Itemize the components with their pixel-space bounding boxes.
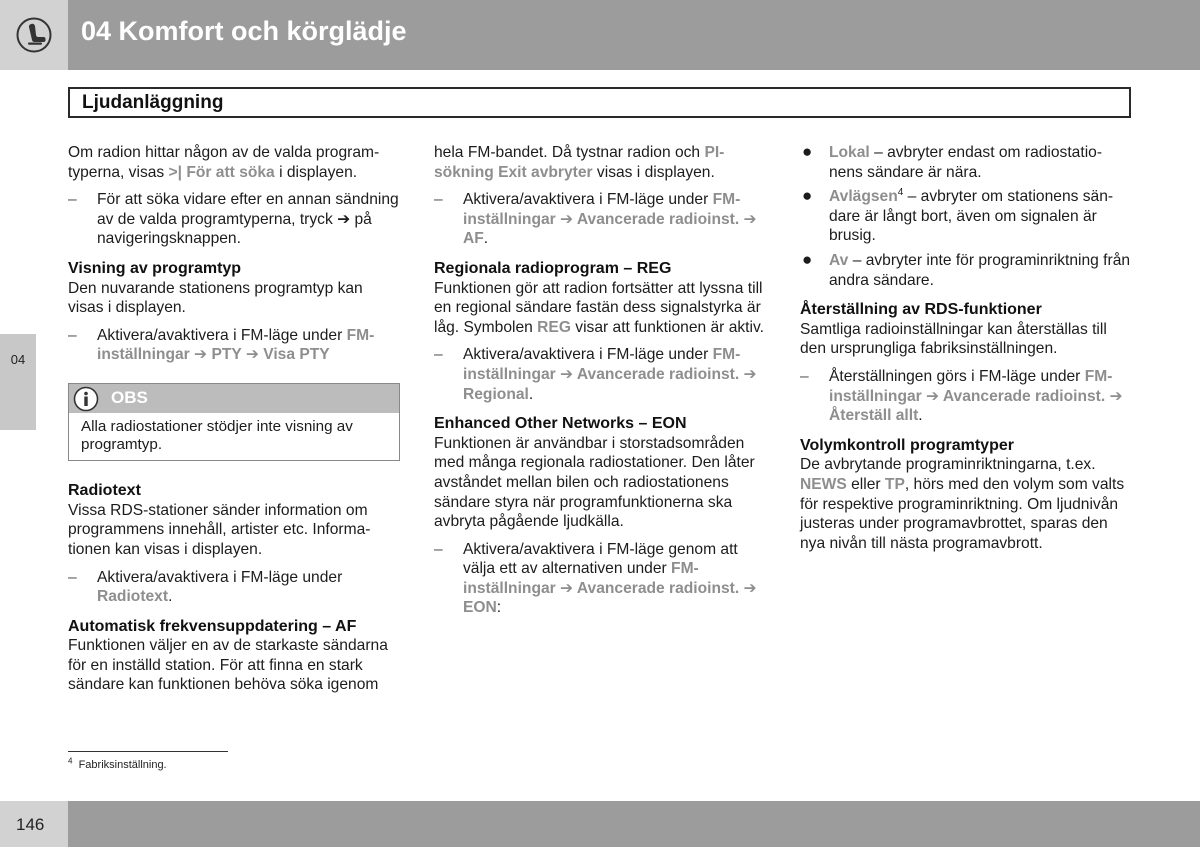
page-number: 146 (16, 815, 45, 834)
footer-bar (68, 801, 1200, 847)
footnote-divider (68, 751, 228, 752)
dash-marker: – (434, 346, 443, 364)
obs-header (69, 384, 399, 413)
info-icon (73, 386, 99, 412)
dash-marker: – (68, 326, 77, 344)
list-item: – Aktivera/avaktivera i FM-läge under FM-inställningar ➔ PTY ➔ Visa PTY (68, 326, 375, 364)
heading-af: Automatisk frekvensuppdatering – AF (68, 617, 357, 635)
bullet-marker: ● (802, 249, 813, 269)
list-item: – Aktivera/avaktivera i FM-läge under FM-inställningar ➔ Avancerade radioinst. ➔ AF. (434, 191, 757, 248)
chapter-title: 04 Komfort och körglädje (81, 16, 407, 46)
column-3 (800, 143, 1132, 561)
rds-paragraph: Samtliga radioinställningar kan återställas till den ursprungliga fabriksinställningen. (800, 320, 1107, 358)
chapter-side-tab (0, 334, 36, 430)
visning-paragraph: Den nuvarande stationens programtyp kan visas i displayen. (68, 279, 363, 317)
header-icon-box (0, 0, 68, 70)
heading-radiotext: Radiotext (68, 482, 141, 500)
dash-marker: – (800, 367, 809, 385)
list-item: – Återställningen görs i FM-läge under FM-inställningar ➔ Avancerade radioinst. ➔ Återställ allt. (800, 367, 1123, 425)
list-item: – Aktivera/avaktivera i FM-läge genom att välja ett av alternativen under FM-inställningar ➔ Avancerade radioinst. ➔ EON: (434, 540, 757, 617)
list-item: – Aktivera/avaktivera i FM-läge under FM-inställningar ➔ Avancerade radioinst. ➔ Regional. (434, 346, 757, 403)
reg-paragraph: Funktionen gör att radion fortsätter att lyssna till en regional sändare fastän dess signalstyrka är låg. Symbolen REG visar att funktionen är aktiv. (434, 279, 764, 336)
section-title: Ljudanläggning (82, 92, 224, 113)
section-heading-box (68, 87, 1131, 118)
column-2 (434, 143, 770, 627)
heading-volym: Volymkontroll programtyper (800, 436, 1014, 454)
column-1 (68, 143, 402, 703)
dash-marker: – (68, 568, 77, 586)
dash-marker: – (68, 191, 77, 209)
obs-title: OBS (111, 387, 148, 407)
af-paragraph: Funktionen väljer en av de starkaste sändarna för en inställd station. För att finna en stark sändare kan funktionen behöva söka igenom (68, 637, 388, 694)
footnote: $^4$ Fabriksinställning. (68, 756, 167, 771)
list-item: ● Lokal – avbryter endast om radiostatio-nens sändare är nära. (802, 142, 1103, 181)
obs-note-box (68, 383, 400, 461)
radiotext-paragraph: Vissa RDS-stationer sänder information om programmens innehåll, artister etc. Informa-tionen kan visas i displayen. (68, 501, 371, 558)
volym-paragraph: De avbrytande programinriktningarna, t.ex. NEWS eller TP, hörs med den volym som valts för respektive programinriktning. Om ljudnivån justeras under programavbrottet, sparas den nya nivån till nästa programavbrott. (800, 456, 1125, 552)
list-item: ● Av – avbryter inte för programinriktning från andra sändare. (802, 249, 1131, 289)
heading-reg: Regionala radioprogram – REG (434, 259, 672, 277)
seat-icon (16, 17, 52, 53)
page-number-box (0, 801, 68, 847)
bullet-marker: ● (802, 142, 813, 161)
dash-marker: – (434, 191, 443, 209)
eon-paragraph: Funktionen är användbar i storstadsområden med många regionala radiostationer. Den låter avståndet mellan bilen och radiostationens sändare styra när programfunktionerna ska avbryta pågående ljudkälla. (434, 434, 755, 531)
heading-rds: Återställning av RDS-funktioner (800, 301, 1042, 319)
heading-eon: Enhanced Other Networks – EON (434, 415, 687, 433)
intro-paragraph: Om radion hittar någon av de valda program-typerna, visas >| För att söka i displayen. (68, 144, 380, 181)
dash-marker: – (434, 540, 443, 558)
heading-visning: Visning av programtyp (68, 259, 242, 277)
list-item: – För att söka vidare efter en annan sändning av de valda programtyperna, tryck ➔ på navigeringsknappen. (68, 191, 399, 248)
list-item: ● Avlägsen$^4$ – avbryter om stationens sän-dare är långt bort, även om signalen är brusig. (802, 186, 1114, 245)
side-tab-label: 04 (10, 352, 26, 367)
list-item: – Aktivera/avaktivera i FM-läge under Radiotext. (68, 568, 343, 606)
continued-paragraph: hela FM-bandet. Då tystnar radion och PI-sökning Exit avbryter visas i displayen. (434, 144, 725, 181)
obs-text: Alla radiostationer stödjer inte visning av programtyp. (81, 417, 353, 453)
bullet-marker: ● (802, 186, 813, 206)
